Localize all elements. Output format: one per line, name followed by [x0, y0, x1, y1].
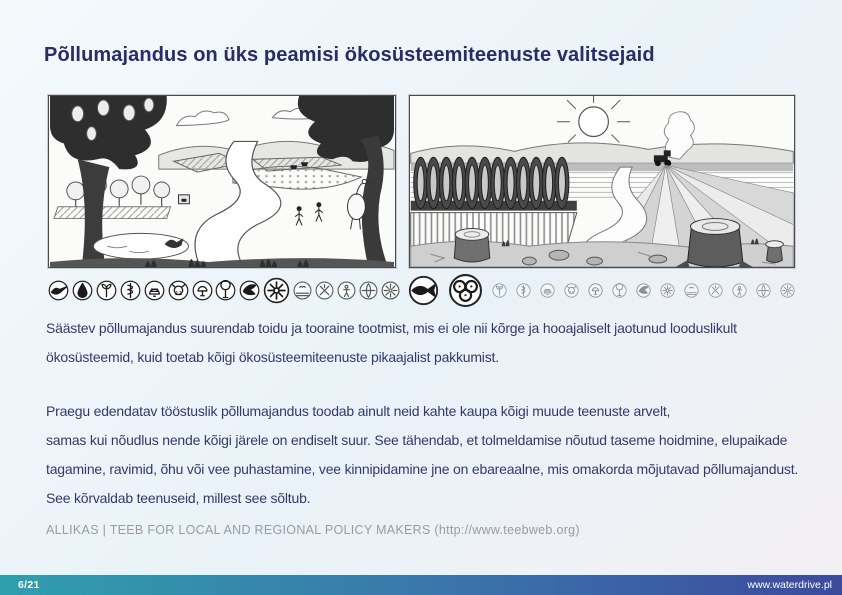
- flower-pollination-icon-faded: [660, 283, 675, 298]
- globe-icon: [359, 281, 378, 300]
- medicinal-resources-icon: [120, 280, 141, 301]
- paragraph-line: Säästev põllumajandus suurendab toidu ja tooraine tootmist, mis ei ole nii kõrge ja hooajaliselt jaotunud looduslikult: [46, 320, 737, 336]
- farm-tools-icon: [315, 281, 334, 300]
- natural-landscape-drawing: [49, 96, 395, 267]
- paragraph-line: samas kui nõudlus nende kõigi järele on endiselt suur. See tähendab, et tolmeldamise nõutud taseme hoidmine, elupaikade: [46, 432, 788, 448]
- person-recreation-icon-faded: [732, 283, 747, 298]
- paragraph-line: ökosüsteemid, kuid toetab kõigi ökosüsteemiteenuste pikaajalist pakkumist.: [46, 349, 499, 365]
- industrial-landscape-drawing: [410, 96, 794, 267]
- ecosystem-services-icons-natural: [48, 272, 400, 308]
- illustrations-row: [48, 95, 795, 268]
- water-drop-icon: [72, 280, 93, 301]
- bird-wing-icon-faded: [636, 283, 651, 298]
- page-title: Põllumajandus on üks peamisi ökosüsteemiteenuste valitsejaid: [44, 44, 655, 66]
- timber-logs-icon: [448, 273, 483, 308]
- sun-flower-icon-faded: [780, 283, 795, 298]
- industrial-landscape-illustration: [409, 95, 795, 268]
- field-bird-icon-faded: [684, 283, 699, 298]
- tree-icon-faded: [612, 283, 627, 298]
- crop-sprout-icon-faded: [492, 283, 507, 298]
- website-url: www.waterdrive.pl: [747, 579, 832, 591]
- field-bird-icon: [293, 281, 312, 300]
- flower-pollination-icon: [263, 277, 290, 304]
- paragraph-line: tagamine, ravimid, õhu või vee puhastamine, vee kinnipidamine jne on ebareaalne, mis omakorda mõjutavad põllumajandust.: [46, 461, 799, 477]
- livestock-icon: [168, 280, 189, 301]
- bird-icon: [48, 280, 69, 301]
- beehive-icon: [144, 280, 165, 301]
- natural-landscape-illustration: [48, 95, 396, 268]
- farm-tools-icon-faded: [708, 283, 723, 298]
- livestock-icon-faded: [564, 283, 579, 298]
- paragraph-line: See kõrvaldab teenuseid, millest see sõltub.: [46, 490, 311, 506]
- paragraph-line: Praegu edendatav tööstuslik põllumajandus toodab ainult neid kahte kaupa kõigi muude teenuste arvelt,: [46, 403, 671, 419]
- berry-icon: [192, 280, 213, 301]
- fish-food-icon: [408, 275, 439, 306]
- beehive-icon-faded: [540, 283, 555, 298]
- medicinal-resources-icon-faded: [516, 283, 531, 298]
- bird-wing-icon: [239, 280, 260, 301]
- paragraph-sustainable-agriculture: [46, 314, 737, 372]
- crop-sprout-icon: [96, 280, 117, 301]
- person-recreation-icon: [337, 281, 356, 300]
- paragraph-industrial-agriculture: [46, 397, 798, 513]
- tree-icon: [215, 280, 236, 301]
- globe-icon-faded: [756, 283, 771, 298]
- ecosystem-services-icons-industrial: [408, 270, 795, 310]
- page-number: 6/21: [18, 579, 40, 591]
- sun-flower-icon: [381, 281, 400, 300]
- footer-bar: [0, 575, 842, 595]
- source-attribution: ALLIKAS | TEEB FOR LOCAL AND REGIONAL POLICY MAKERS (http://www.teebweb.org): [46, 523, 580, 537]
- berry-icon-faded: [588, 283, 603, 298]
